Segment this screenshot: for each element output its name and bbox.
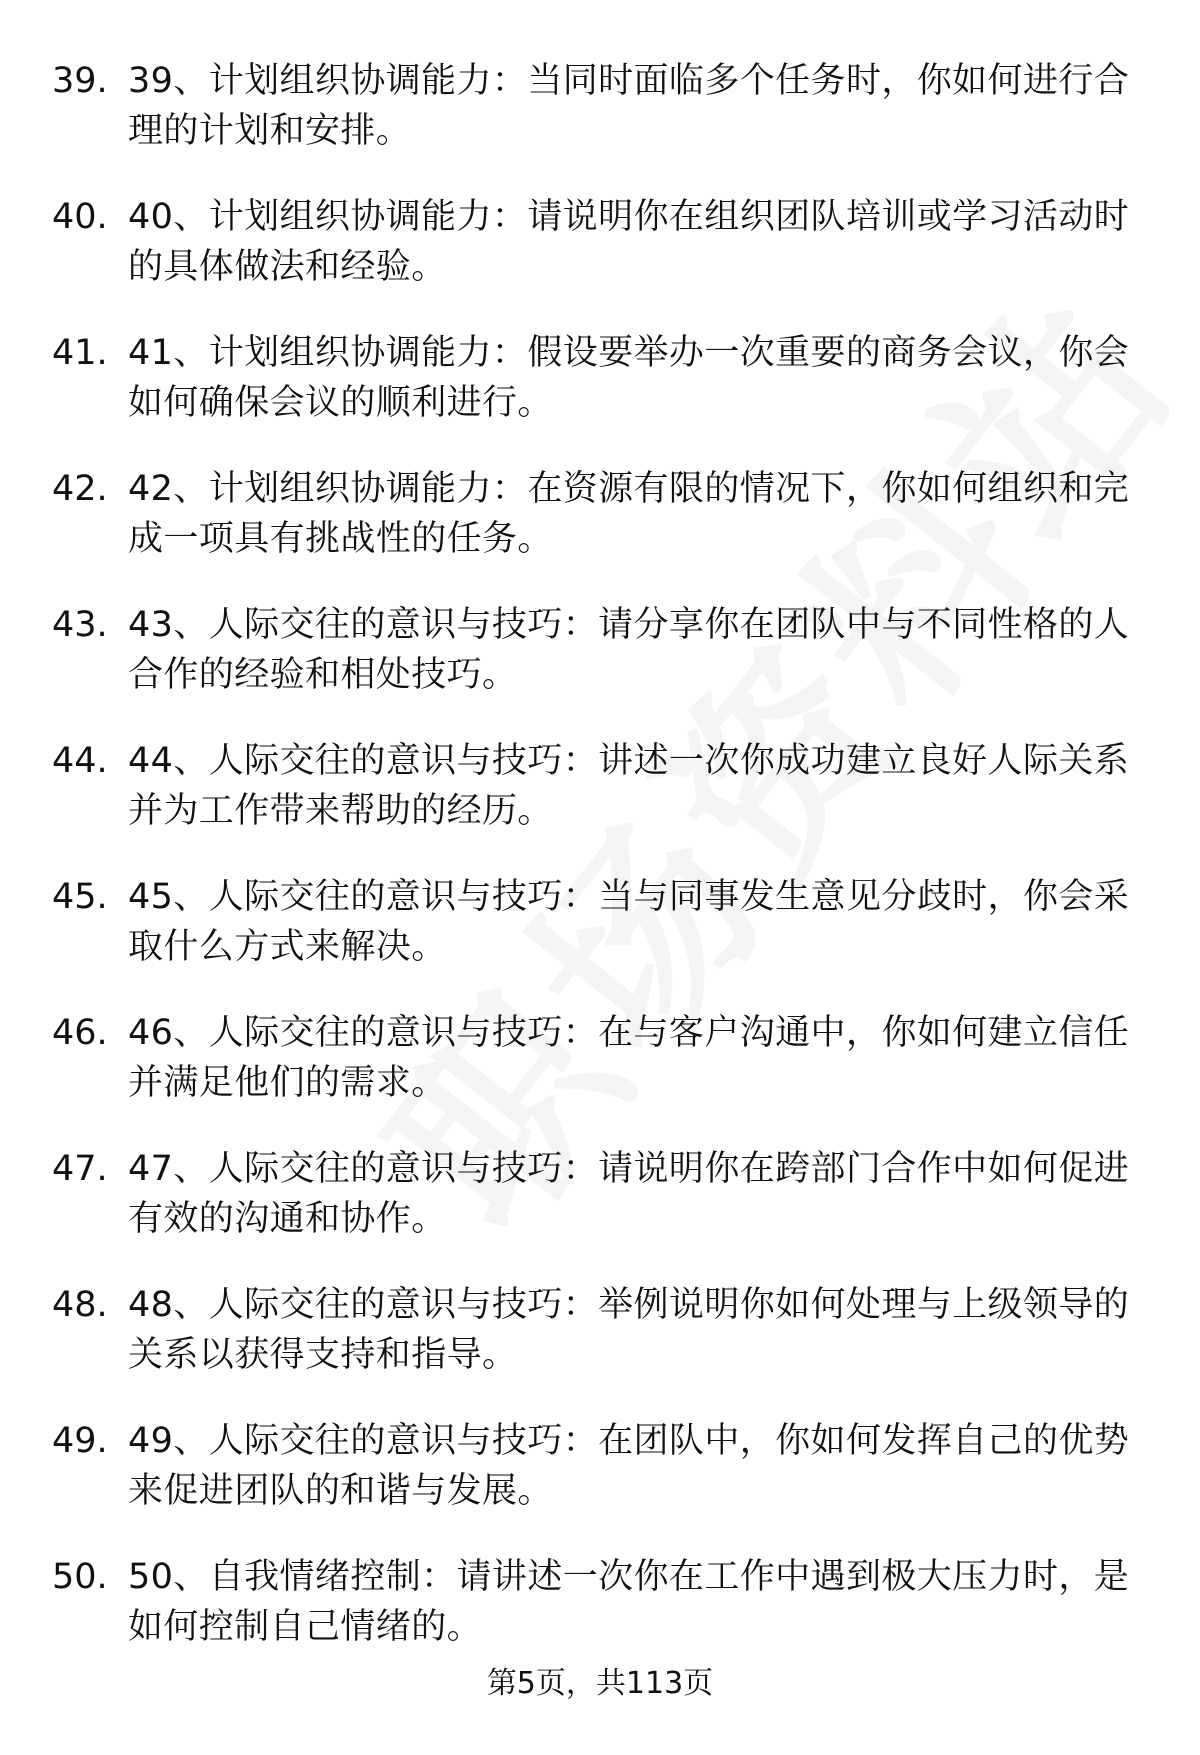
- list-item: [52, 872, 1152, 972]
- list-item: [52, 328, 1152, 428]
- page-footer: 第5页，共113页: [486, 1666, 714, 1701]
- list-item: [52, 1416, 1152, 1516]
- item-text: 48、人际交往的意识与技巧：举例说明你如何处理与上级领导的关系以获得支持和指导。: [128, 1285, 1130, 1375]
- list-item: [52, 1008, 1152, 1108]
- item-number: 45.: [52, 877, 108, 917]
- question-list: [52, 56, 1152, 1688]
- item-number: 39.: [52, 61, 108, 101]
- item-number: 47.: [52, 1149, 108, 1189]
- item-number: 49.: [52, 1421, 108, 1461]
- item-number: 41.: [52, 333, 108, 373]
- list-item: [52, 1144, 1152, 1244]
- item-text: 46、人际交往的意识与技巧：在与客户沟通中，你如何建立信任并满足他们的需求。: [128, 1013, 1130, 1103]
- list-item: [52, 464, 1152, 564]
- list-item: [52, 736, 1152, 836]
- item-number: 44.: [52, 741, 108, 781]
- list-item: [52, 56, 1152, 156]
- item-text: 50、自我情绪控制：请讲述一次你在工作中遇到极大压力时，是如何控制自己情绪的。: [128, 1557, 1130, 1647]
- item-number: 42.: [52, 469, 108, 509]
- list-item: [52, 600, 1152, 700]
- item-number: 46.: [52, 1013, 108, 1053]
- item-text: 47、人际交往的意识与技巧：请说明你在跨部门合作中如何促进有效的沟通和协作。: [128, 1149, 1130, 1239]
- list-item: [52, 1552, 1152, 1652]
- list-item: [52, 1280, 1152, 1380]
- item-text: 42、计划组织协调能力：在资源有限的情况下，你如何组织和完成一项具有挑战性的任务。: [128, 469, 1130, 559]
- item-text: 39、计划组织协调能力：当同时面临多个任务时，你如何进行合理的计划和安排。: [128, 61, 1130, 151]
- item-number: 48.: [52, 1285, 108, 1325]
- item-number: 40.: [52, 197, 108, 237]
- item-number: 50.: [52, 1557, 108, 1597]
- item-text: 49、人际交往的意识与技巧：在团队中，你如何发挥自己的优势来促进团队的和谐与发展。: [128, 1421, 1130, 1511]
- item-number: 43.: [52, 605, 108, 645]
- item-text: 44、人际交往的意识与技巧：讲述一次你成功建立良好人际关系并为工作带来帮助的经历。: [128, 741, 1130, 831]
- item-text: 41、计划组织协调能力：假设要举办一次重要的商务会议，你会如何确保会议的顺利进行。: [128, 333, 1130, 423]
- list-item: [52, 192, 1152, 292]
- item-text: 40、计划组织协调能力：请说明你在组织团队培训或学习活动时的具体做法和经验。: [128, 197, 1130, 287]
- item-text: 43、人际交往的意识与技巧：请分享你在团队中与不同性格的人合作的经验和相处技巧。: [128, 605, 1130, 695]
- item-text: 45、人际交往的意识与技巧：当与同事发生意见分歧时，你会采取什么方式来解决。: [128, 877, 1130, 967]
